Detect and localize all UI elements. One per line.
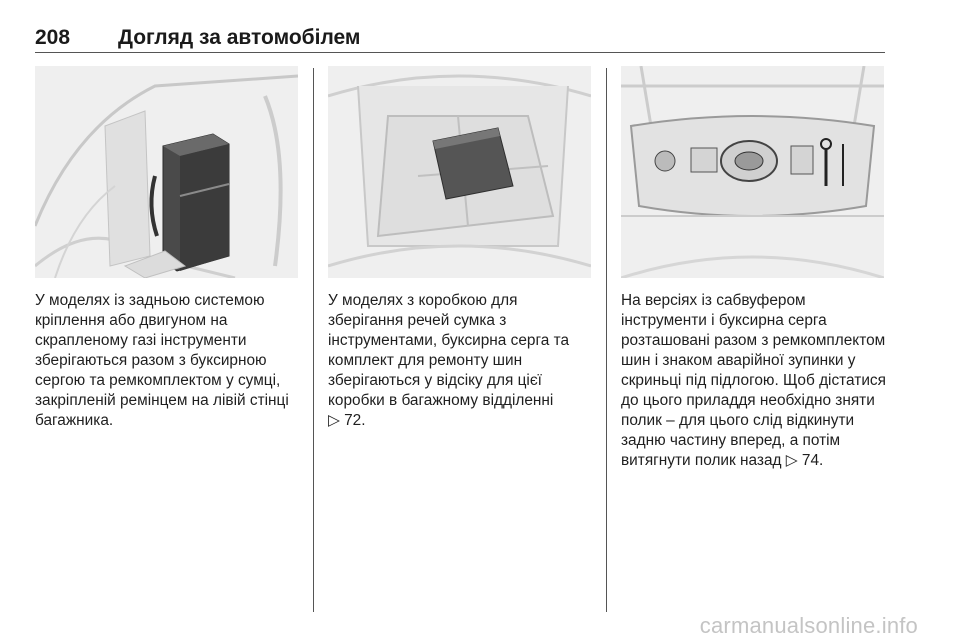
tool-bag-illustration <box>35 66 298 278</box>
figure-tool-bag <box>35 66 298 278</box>
figure-storage-box <box>328 66 591 278</box>
column-2-paragraph: У моделях з коробкою для зберігання речей сумка з інструментами, буксирна серга та комплект для ремонту шин зберігаються у відсіку для цієї коробки в багажному відділенні <box>328 292 570 409</box>
section-title: Догляд за автомобілем <box>118 26 361 49</box>
column-3-paragraph: На версіях із сабвуфером інструменти і буксирна серга розташовані разом з ремкомплектом шин і знаком аварійної зупинки у скриньці під підлогою. Щоб дістатися до цього приладдя необхідно зняти полик – для цього слід відкинути задню частину вперед, а потім витягнути полик назад <box>621 292 886 469</box>
subwoofer-compartment-illustration <box>621 66 884 278</box>
column-1-paragraph: У моделях із задньою системою кріплення або двигуном на скрапленому газі інструменти зберігаються разом з буксирною сергою та ремкомплектом у сумці, закріпленій ремінцем на лівій стінці багажника. <box>35 292 289 429</box>
column-2-text <box>328 291 596 431</box>
tool-bag-in-box <box>433 128 513 199</box>
figure-subwoofer-compartment <box>621 66 884 278</box>
page-reference-link[interactable]: 74. <box>801 452 824 469</box>
subwoofer <box>721 141 777 181</box>
column-3-text <box>621 291 889 471</box>
page-number: 208 <box>35 26 71 49</box>
storage-box-illustration <box>328 66 591 278</box>
column-divider <box>313 68 314 612</box>
header-rule <box>35 52 885 53</box>
reference-arrow-icon: ▷ <box>785 452 798 469</box>
tool-bag <box>151 134 229 271</box>
page-reference-link[interactable]: 72. <box>344 412 366 429</box>
watermark: carmanualsonline.info <box>699 613 918 638</box>
column-divider <box>606 68 607 612</box>
column-1-text <box>35 291 303 431</box>
reference-arrow-icon: ▷ <box>328 412 340 429</box>
